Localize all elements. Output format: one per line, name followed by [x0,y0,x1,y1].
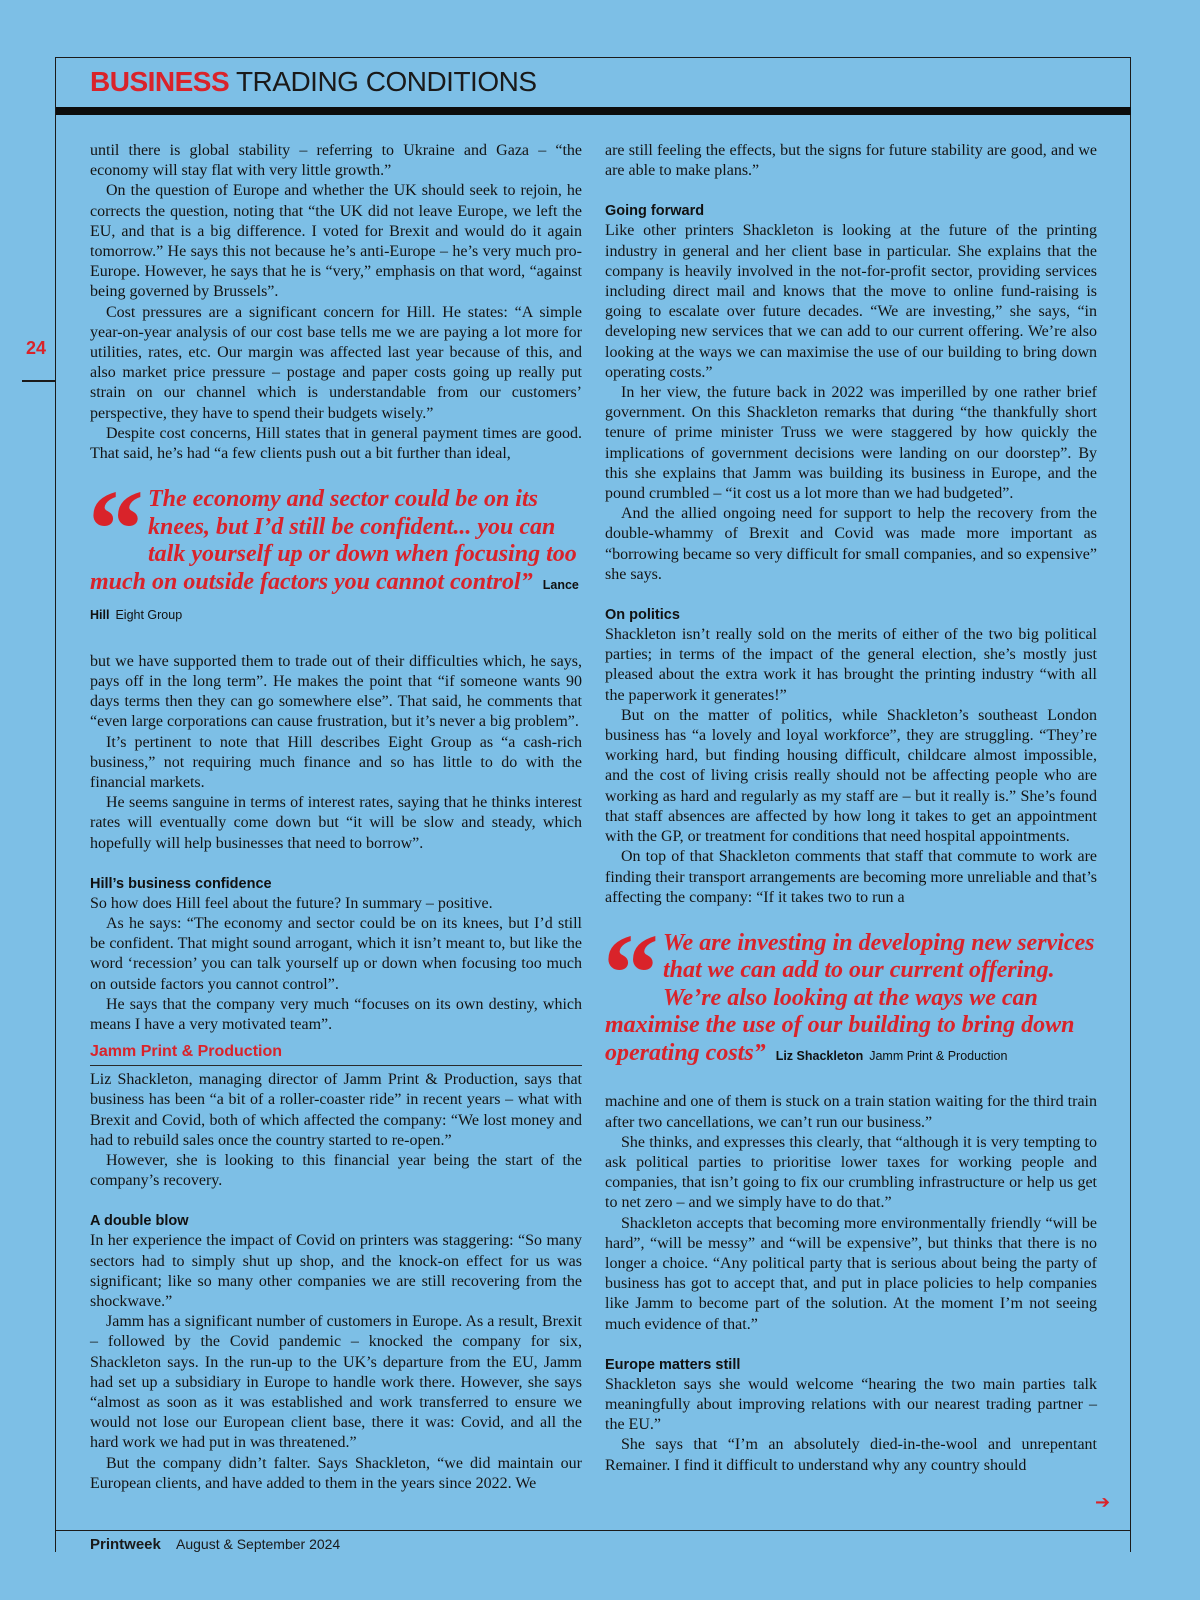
paragraph: Shackleton accepts that becoming more environmentally friendly “will be hard”, “will be messy” and “will be expensive”, but thinks that there is no longer a choice. “Any political party that is serious about being the party of business has got to accept that, and put in place policies to help companies like Jamm to become part of the solution. At the moment I’m not seeing much evidence of that.” [605,1214,1097,1333]
right-column [605,141,1097,1476]
subheading: Europe matters still [605,1356,741,1373]
paragraph: Cost pressures are a significant concern for Hill. He states: “A simple year-on-year analysis of our cost base tells me we are paying a lot more for utilities, rates, etc. Our margin was affected last year because of this, and also market price pressure – postage and paper costs going up really put strain on our channel which is understandable from our customers’ perspective, they have to spend their budgets wisely.” [90,303,582,422]
paragraph: He seems sanguine in terms of interest rates, saying that he thinks interest rates will eventually come down but “it will be slow and steady, which hopefully will help businesses that need to borrow”. [90,794,582,852]
footer-rule-left [55,1530,56,1552]
paragraph: but we have supported them to trade out of their difficulties which, he says, pays off in the long term”. He makes the point that “if someone wants 90 days terms then they can go somewhere else”. That said, he comments that “even large corporations can cause frustration, but it’s never a big problem”. [90,652,582,731]
section-heading: Jamm Print & Production [90,1041,582,1066]
paragraph: machine and one of them is stuck on a train station waiting for the third train after two cancellations, we can’t run our business.” [605,1093,1097,1131]
paragraph: She says that “I’m an absolutely died-in-the-wool and unrepentant Remainer. I find it difficult to understand why any country should [605,1436,1097,1474]
subheading: On politics [605,607,680,624]
paragraph: Liz Shackleton, managing director of Jamm Print & Production, says that business has been “a bit of a roller-coaster ride” in recent years – what with Brexit and Covid, both of which affected the company: “We lost money and had to rebuild sales once the country started to re-open.” [90,1071,582,1149]
quote-mark-icon: “ [603,911,659,1036]
paragraph: He says that the company very much “focuses on its own destiny, which means I have a very motivated team”. [90,995,582,1033]
paragraph: It’s pertinent to note that Hill describes Eight Group as “a cash-rich business,” not requiring much finance and so has little to do with the financial markets. [90,733,582,791]
paragraph: In her experience the impact of Covid on printers was staggering: “So many sectors had to simply shut up shop, and the knock-on effect for us was significant; like so many other companies we are still recovering from the shockwave.” [90,1232,582,1311]
issue-date: August & September 2024 [176,1536,341,1552]
publication-name: Printweek [90,1536,161,1553]
paragraph: are still feeling the effects, but the signs for future stability are good, and we are able to make plans.” [605,142,1097,180]
paragraph: She thinks, and expresses this clearly, that “although it is very tempting to ask political parties to prioritise lower taxes for working people and companies, that isn’t going to fix our crumbling infrastructure or help us get to net zero – and we simply have to do that.” [605,1133,1097,1212]
paragraph: until there is global stability – referring to Ukraine and Gaza – “the economy will stay flat with very little growth.” [90,142,582,180]
paragraph: In her view, the future back in 2022 was imperilled by one rather brief government. On this Shackleton remarks that during “the thankfully short tenure of prime minister Truss we were staggered by how quickly the implications of government decisions were landing on our doorstep”. By this she explains that Jamm was building its business in Europe, and the pound crumbled – “it cost us a lot more than we had budgeted”. [605,384,1097,503]
section-label: BUSINESS [90,66,230,97]
quote-mark-icon: “ [88,468,144,593]
page-footer [90,1536,340,1553]
paragraph: But on the matter of politics, while Shackleton’s southeast London business has “a lovely and loyal workforce”, they are struggling. “They’re working hard, but finding housing difficult, childcare almost impossible, and the cost of living crisis really should not be affecting people who are working as hard and regularly as my staff are – but it really is.” She’s found that staff absences are affected by how long it takes to get an appointment with the GP, or treatment for conditions that need hospital appointments. [605,706,1097,846]
paragraph: So how does Hill feel about the future? In summary – positive. [90,894,493,912]
page-number: 24 [26,338,47,358]
page-header [90,66,537,106]
paragraph: On top of that Shackleton comments that staff that commute to work are finding their transport arrangements are becoming more unreliable and that’s affecting the company: “If it takes two to run a [605,848,1097,906]
pull-quote-text: We are investing in developing new services that we can add to our current offering. We’re also looking at the ways we can maximise the use of our building to bring down operating costs” [605,929,1095,1066]
paragraph: However, she is looking to this financial year being the start of the company’s recovery. [90,1152,582,1190]
paragraph: But the company didn’t falter. Says Shackleton, “we did maintain our European clients, and have added to them in the years since 2022. We [90,1454,582,1492]
subheading: A double blow [90,1213,189,1230]
pull-quote [88,468,582,630]
pull-quote-text: The economy and sector could be on its knees, but I’d still be confident... you can talk yourself up or down when focusing too much on outside factors you cannot control” [90,486,577,595]
footer-rule [56,1530,1131,1531]
pull-quote-name: Lance Hill [90,577,579,623]
paragraph: Despite cost concerns, Hill states that in general payment times are good. That said, he’s had “a few clients push out a bit further than ideal, [90,424,582,463]
paragraph: Shackleton says she would welcome “hearing the two main parties talk meaningfully about improving relations with our nearest trading partner – the EU.” [605,1375,1097,1434]
subheading: Going forward [605,203,705,220]
paragraph: As he says: “The economy and sector could be on its knees, but I’d still be confident. That might sound arrogant, which it isn’t meant to, but like the word ‘recession’ you can talk yourself up or down when focusing too much on outside factors you cannot control”. [90,914,582,993]
arrow-right-icon[interactable]: ➔ [1095,1492,1111,1513]
subsection-label: TRADING CONDITIONS [235,66,537,97]
subheading: Hill’s business confidence [90,875,272,892]
paragraph: And the allied ongoing need for support to help the recovery from the double-whammy of Brexit and Covid was made more important as “borrowing became so very difficult for small companies, and so expensive” she says. [605,505,1097,583]
paragraph: Like other printers Shackleton is looking at the future of the printing industry in general and her client base in particular. She explains that the company is heavily involved in the not-for-profit sector, providing services including direct mail and knows that the move to online fund-raising is going to escalate over future decades. “We are investing,” she says, “in developing new services that we can add to our current offering. We’re also looking at the ways we can maximise the use of our building to bring down operating costs.” [605,222,1097,381]
paragraph: On the question of Europe and whether the UK should seek to rejoin, he corrects the question, noting that “the UK did not leave Europe, we left the EU, and that is a big difference. I voted for Brexit and would do it again tomorrow.” He says this not because he’s anti-Europe – he’s very much pro-Europe. However, he says that he is “very,” emphasis on that word, “against being governed by Brussels”. [90,182,582,301]
footer-rule-right [1130,1530,1131,1552]
page-number-rule [22,380,56,382]
pull-quote-name: Liz Shackleton [775,1048,864,1063]
left-column [90,141,582,1494]
pull-quote [603,911,1097,1071]
header-rule [56,107,1131,115]
paragraph: Jamm has a significant number of customers in Europe. As a result, Brexit – followed by the Covid pandemic – knocked the company for six, Shackleton says. In the run-up to the UK’s departure from the EU, Jamm had set up a subsidiary in Europe to handle work there. However, she says “almost as soon as it was established and work transferred to ensure we would not lose our European client base, there it was: Covid, and all the hard work we had put in was threatened.” [90,1313,582,1452]
pull-quote-org: Jamm Print & Production [869,1048,1008,1063]
paragraph: Shackleton isn’t really sold on the merits of either of the two big political parties; in terms of the impact of the general election, she’s mostly just pleased about the extra work it has brought the printing industry “with all the paperwork it generates!” [605,626,1097,704]
pull-quote-org: Eight Group [115,608,183,623]
